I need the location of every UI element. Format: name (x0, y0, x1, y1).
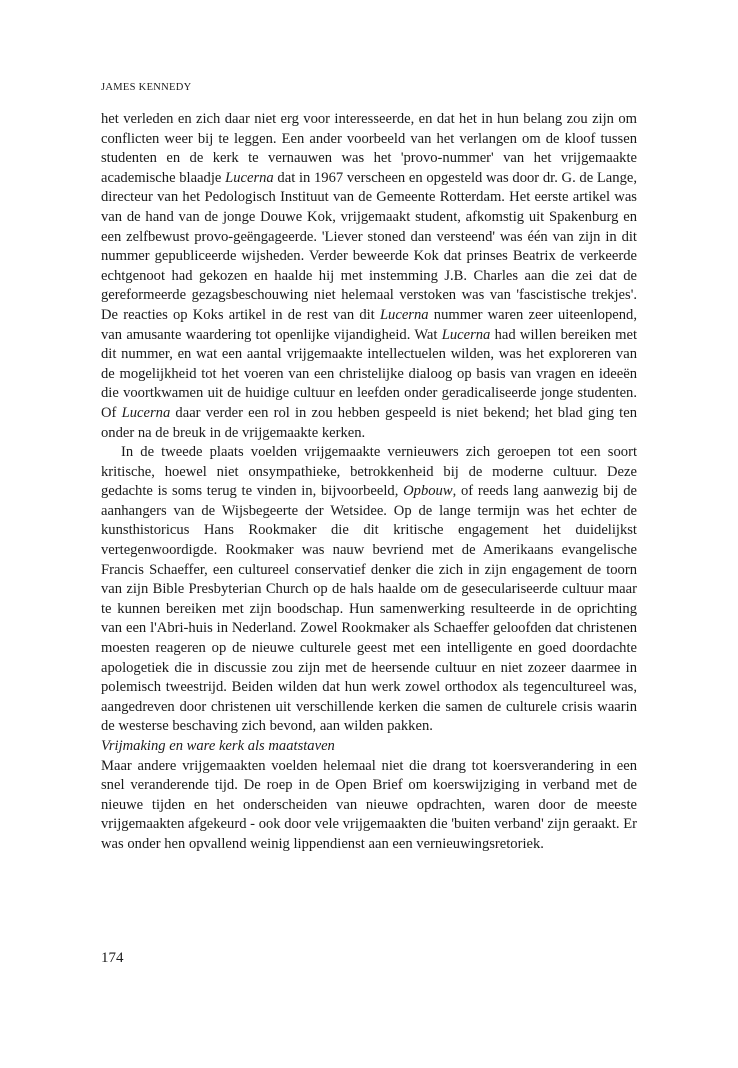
journal-title: Lucerna (441, 326, 491, 343)
page-number: 174 (101, 950, 124, 966)
text-run: In de tweede plaats voelden vrijgemaakte vernieuwers zich geroepen tot een soort kritische, hoewel niet onsympathieke, betrokkenheid bij de moderne cultuur. Deze gedachte is soms terug te vinden in, bijvoorbeeld, (101, 444, 637, 500)
section-heading: Vrijmaking en ware kerk als maatstaven (101, 738, 335, 754)
text-run: daar verder een rol in zou hebben gespeeld is niet bekend; het blad ging ten onder na de breuk in de vrijgemaakte kerken. (101, 404, 637, 441)
paragraph-2 (101, 443, 637, 737)
paragraph-1 (101, 110, 637, 443)
text-run: , of reeds lang aanwezig bij de aanhangers van de Wijsbegeerte der Wetsidee. Op de lange termijn was het echter de kunsthistoricus Hans Rookmaker die dit kritische engagement het duidelijkst vertegenwoordigde. Rookmaker was nauw bevriend met de Amerikaans evangelische Francis Schaeffer, een cultureel conservatief denker die zich in zijn engagement de toorn van zijn Bible Presbyterian Church op de hals haalde om de geseculariseerde cultuur maar te kunnen bereiken met zijn boodschap. Hun samenwerking resulteerde in de oprichting van een l'Abri-huis in Nederland. Zowel Rookmaker als Schaeffer geloofden dat christenen moesten reageren op de nieuwe culturele geest met een intelligente en goed doordachte apologetiek die in discussie zou zijn met de heersende cultuur en niet zozeer daarmee in polemisch tweestrijd. Beiden wilden dat hun werk zowel orthodox als tegencultureel was, aangedreven door christenen uit verschillende kerken die samen de culturele crisis waarin de westerse beschaving zich bevond, aan wilden pakken. (101, 483, 637, 735)
body-text (101, 110, 637, 855)
text-run: had willen bereiken met dit nummer, en wat een aantal vrijgemaakte intellectuelen wilden, was het exploreren van de mogelijkheid tot het voeren van een christelijke dialoog op basis van vragen en ideeën die voortkwamen uit de huidige cultuur en leefden onder geradicaliseerde jonge studenten. Of (101, 326, 637, 421)
text-run: nummer waren zeer uiteenlopend, van amusante waardering tot openlijke vijandigheid. Wat (101, 306, 637, 343)
journal-title: Opbouw (403, 483, 453, 500)
text-run: het verleden en zich daar niet erg voor interesseerde, en dat het in hun belang zou zijn om conflicten weer bij te leggen. Een ander voorbeeld van het verlangen om de kloof tussen studenten en de kerk te vernauwen was het 'provo-nummer' van het vrijgemaakte academische blaadje (101, 111, 637, 186)
journal-title: Lucerna (225, 169, 274, 186)
running-head: JAMES KENNEDY (101, 82, 192, 93)
journal-title: Lucerna (121, 404, 171, 421)
journal-title: Lucerna (379, 306, 429, 323)
paragraph-3: Maar andere vrijgemaakten voelden helemaal niet die drang tot koersverandering in een snel veranderende tijd. De roep in de Open Brief om koerswijziging in verband met de nieuwe tijden en het onderscheiden van nieuwe opdrachten, waren door de meeste vrijgemaakten afgekeurd - ook door vele vrijgemaakten die 'buiten verband' zijn geraakt. Er was onder hen opvallend weinig lippendienst aan een vernieuwingsretoriek. (101, 757, 637, 852)
text-run: dat in 1967 verscheen en opgesteld was door dr. G. de Lange, directeur van het Pedologisch Instituut van de Gemeente Rotterdam. Het eerste artikel was van de hand van de jonge Douwe Kok, vrijgemaakt student, afkomstig uit Spakenburg en een zelfbewust provo-geëngageerde. 'Liever stoned dan versteend' was één van zijn in dit nummer gepubliceerde wijsheden. Verder beweerde Kok dat prinses Beatrix de verkeerde echtgenoot had gekozen en haalde hij met instemming J.B. Charles aan die zei dat de gereformeerde gezagsbeschouwing niet helemaal verstoken was van 'fascistische trekjes'. De reacties op Koks artikel in de rest van dit (101, 169, 637, 323)
